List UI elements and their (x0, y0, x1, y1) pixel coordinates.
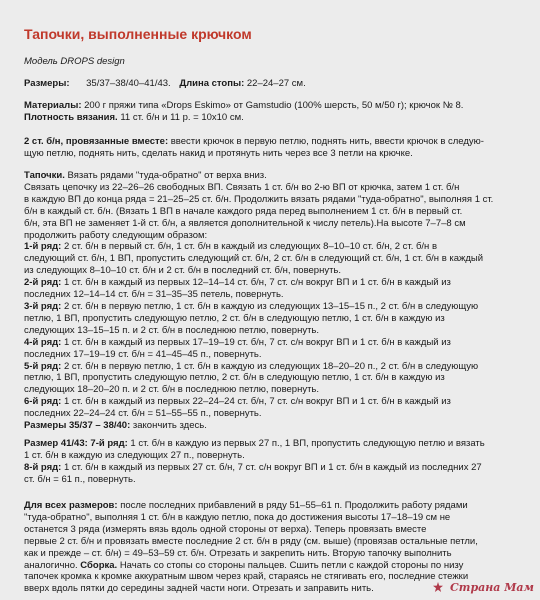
star-icon (433, 582, 443, 592)
size-4143-label: Размер 41/43: 7-й ряд: (24, 438, 128, 449)
slippers-intro: Вязать рядами "туда-обратно" от верха вниз. (67, 170, 267, 181)
materials-label: Материалы: (24, 100, 82, 111)
row-text: петлю, 1 ВП, пропустить следующую петлю, 2 ст. б/н в следующую петлю, 1 ст. б/н в каждую из (24, 312, 445, 324)
row-text: 1 ст. б/н в каждый из первых 22–24–24 ст. б/н, 7 ст. с/н вокруг ВП и 1 ст. б/н в каждый из (63, 396, 451, 408)
row-text: следующих 13–15–15 п. и 2 ст. б/н в последнюю петлю, повернуть. (24, 324, 320, 336)
all-sizes-text: первые 2 ст. б/н и провязать вместе последние 2 ст. б/н в ряду (см. выше) (провязав остальные петли, (24, 535, 478, 547)
row-text: 1 ст. б/н в каждый из первых 17–19–19 ст. б/н, 7 ст. с/н вокруг ВП и 1 ст. б/н в каждый из (63, 336, 451, 348)
row-text: ст. б/н = 61 п., повернуть. (24, 473, 136, 485)
foot-length-label: Длина стопы: (179, 78, 245, 89)
density-text: 11 ст. б/н и 11 р. = 10х10 см. (120, 111, 244, 123)
assembly-prefix: аналогично. (24, 559, 78, 571)
all-sizes-label: Для всех размеров: (24, 500, 118, 511)
together-section (24, 136, 528, 160)
row-text: 1 ст. б/н в каждый из первых 12–14–14 ст. б/н, 7 ст. с/н вокруг ВП и 1 ст. б/н в каждый из (63, 277, 451, 289)
all-sizes-text: "туда-обратно", выполняя 1 ст. б/н в каждую петлю, пока до достижения высоты 17–18–19 см не (24, 511, 451, 523)
slippers-section (24, 170, 528, 432)
materials-text: 200 г пряжи типа «Drops Eskimo» от Gamstudio (100% шерсть, 50 м/50 г); крючок № 8. (84, 100, 464, 111)
assembly-text: тапочек кромка к кромке аккуратным швом через край, стараясь не стягивать его, последние стежки (24, 571, 469, 583)
watermark (433, 581, 534, 594)
together-label: 2 ст. б/н, провязанные вместе: (24, 136, 169, 147)
materials-section (24, 100, 528, 124)
row-text: следующий ст. б/н, 1 ВП, пропустить следующий ст. б/н, 2 ст. б/н в следующий ст. б/н, 1 ст. б/н в каждый (24, 253, 484, 265)
page-title: Тапочки, выполненные крючком (24, 26, 252, 42)
slippers-line: продолжить работу следующим образом: (24, 229, 208, 241)
row-text: последних 22–24–24 ст. б/н = 51–55–55 п., повернуть. (24, 408, 262, 420)
size-4143-section (24, 438, 528, 486)
row-text: последних 12–14–14 ст. б/н = 31–35–35 петель, повернуть. (24, 289, 284, 301)
size-4143-text: 1 ст. б/н в каждую из следующих 27 п., повернуть. (24, 449, 245, 461)
sizes-small-text: закончить здесь. (132, 420, 207, 432)
all-sizes-text: останется 3 ряда (измерять вязь вдоль одной стороны от верха). Теперь провязать вместе (24, 523, 427, 535)
row-text: 2 ст. б/н в первую петлю, 1 ст. б/н в каждую из следующих 13–15–15 п., 2 ст. б/н в следующую (63, 300, 479, 312)
row-text: 2 ст. б/н в первый ст. б/н, 1 ст. б/н в каждый из следующих 8–10–10 ст. б/н, 2 ст. б/н в (63, 241, 437, 253)
row-text: следующих 18–20–20 п. и 2 ст. б/н в последнюю петлю, повернуть. (24, 384, 320, 396)
all-sizes-text: после последних прибавлений в ряду 51–55–61 п. Продолжить работу рядами (120, 500, 468, 511)
row-label: 3-й ряд: (24, 300, 62, 312)
sizes-small-label: Размеры 35/37 – 38/40: (24, 420, 131, 432)
density-label: Плотность вязания. (24, 111, 118, 123)
row-text: 1 ст. б/н в каждый из первых 27 ст. б/н, 7 ст. с/н вокруг ВП и 1 ст. б/н в каждый из последних 27 (63, 461, 482, 473)
row-label: 8-й ряд: (24, 461, 62, 473)
row-text: 2 ст. б/н в первую петлю, 1 ст. б/н в каждую из следующих 18–20–20 п., 2 ст. б/н в следующую (63, 360, 479, 372)
row-label: 5-й ряд: (24, 360, 62, 372)
row-label: 1-й ряд: (24, 241, 62, 253)
sizes-section (24, 78, 528, 90)
all-sizes-text: как и прежде – ст. б/н) = 49–53–59 ст. б/н. Отрезать и закрепить нить. Вторую тапочку выполнить (24, 547, 452, 559)
row-text: петлю, 1 ВП, пропустить следующую петлю, 2 ст. б/н в следующую петлю, 1 ст. б/н в каждую из (24, 372, 445, 384)
watermark-text: Страна Мам (450, 581, 534, 594)
slippers-line: в каждую ВП до конца ряда = 21–25–25 ст. б/н. Продолжить вязать рядами "туда-обратно", выполняя 1 ст. (24, 193, 494, 205)
row-text: из следующих 8–10–10 ст. б/н и 2 ст. б/н в последний ст. б/н, повернуть. (24, 265, 342, 277)
sizes-value: 35/37–38/40–41/43. (86, 78, 171, 89)
row-label: 4-й ряд: (24, 336, 62, 348)
assembly-text: вверх вдоль пятки до середины задней части ноги. Отрезать и заправить нить. (24, 583, 374, 595)
slippers-label: Тапочки. (24, 170, 65, 181)
assembly-label: Сборка. (80, 559, 118, 571)
foot-length-value: 22–24–27 см. (246, 78, 306, 89)
slippers-line: Связать цепочку из 22–26–26 свободных ВП. Связать 1 ст. б/н во 2-ю ВП от крючка, затем 1 ст. б/н (24, 181, 460, 193)
row-text: последних 17–19–19 ст. б/н = 41–45–45 п., повернуть. (24, 348, 262, 360)
size-4143-text: 1 ст. б/н в каждую из первых 27 п., 1 ВП, пропустить следующую петлю и вязать (130, 438, 485, 449)
assembly-text: Начать со стопы со стороны пальцев. Сшить петли с каждой стороны по низу (119, 559, 464, 571)
model-credit: Модель DROPS design (24, 56, 125, 67)
row-label: 6-й ряд: (24, 396, 62, 408)
slippers-line: б/н в каждый ст. б/н. (Вязать 1 ВП в начале каждого ряда перед выполнением 1 ст. б/н в первый ст. (24, 205, 463, 217)
together-text-2: щую петлю, поднять нить, сделать накид и протянуть нить через все 3 петли на крючке. (24, 147, 413, 159)
slippers-line: б/н, эта ВП не заменяет 1-й ст. б/н, а является дополнительной к числу петель).На высоте 7–7–8 см (24, 217, 466, 229)
row-label: 2-й ряд: (24, 277, 62, 289)
together-text-1: ввести крючок в первую петлю, поднять нить, ввести крючок в следую- (170, 136, 484, 147)
sizes-label: Размеры: (24, 78, 70, 89)
